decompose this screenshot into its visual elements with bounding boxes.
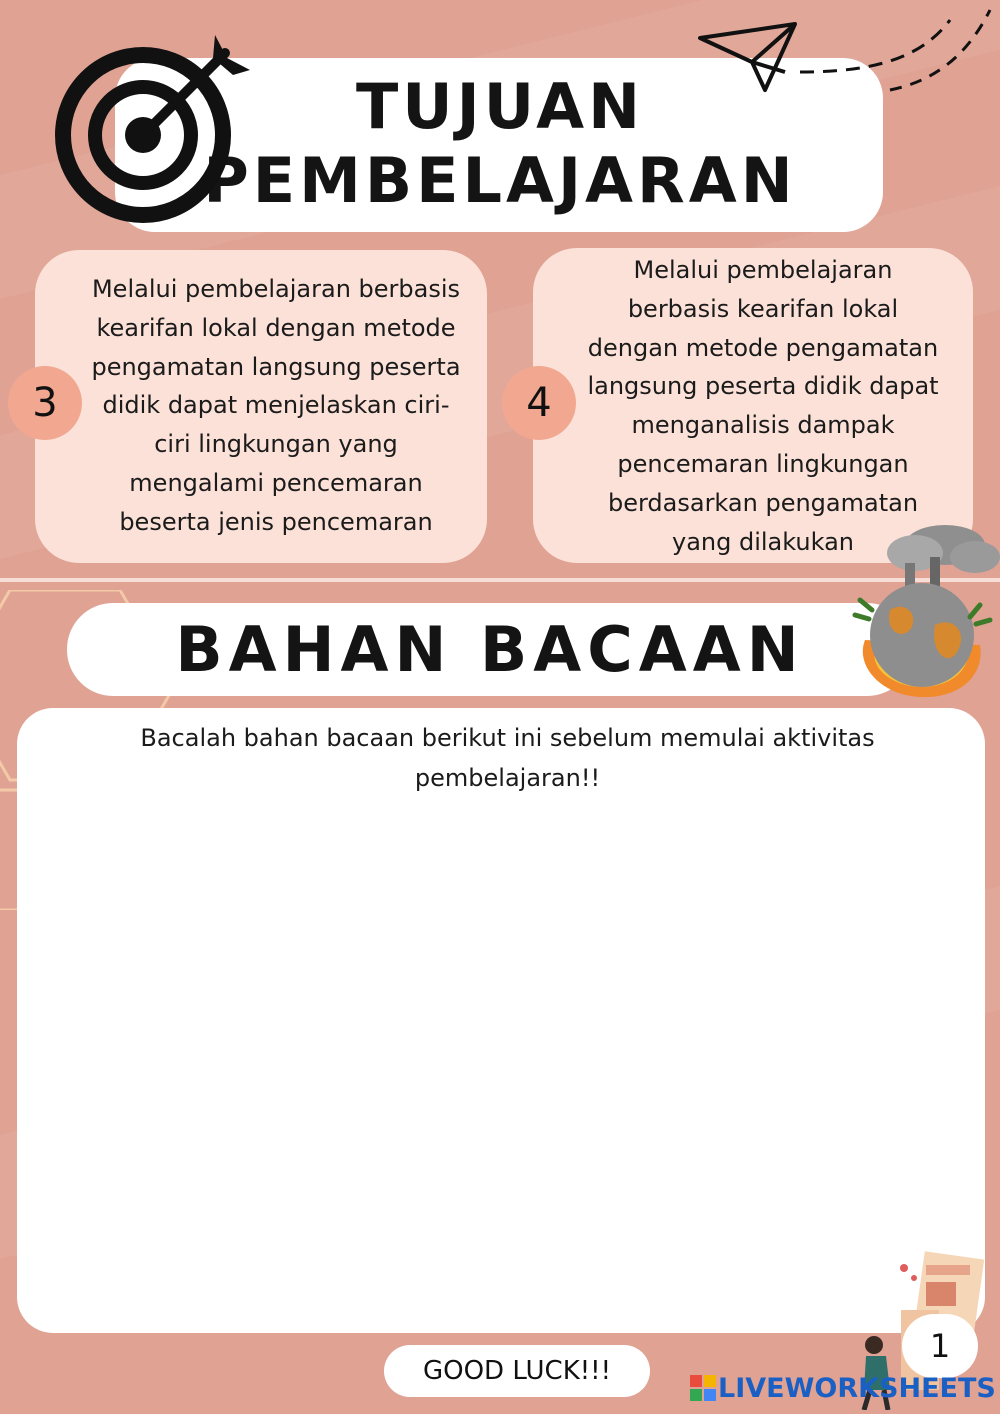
title-line: TUJUAN bbox=[355, 70, 644, 143]
title-line: PEMBELAJARAN bbox=[203, 144, 797, 217]
objective-line: menganalisis dampak bbox=[631, 411, 895, 440]
instruction-line: Bacalah bahan bacaan berikut ini sebelum memulai aktivitas bbox=[140, 724, 875, 752]
objective-line: ciri lingkungan yang bbox=[154, 430, 398, 459]
objective-line: berbasis kearifan lokal bbox=[627, 294, 899, 323]
brand-text: LIVEWORKSHEETS bbox=[718, 1373, 996, 1404]
objective-line: Melalui pembelajaran berbasis bbox=[91, 275, 461, 303]
objective-number-badge: 3 bbox=[8, 366, 82, 440]
objective-line: dengan metode pengamatan bbox=[587, 333, 939, 362]
good-luck-label: GOOD LUCK!!! bbox=[384, 1345, 650, 1397]
objective-line: pengamatan langsung peserta bbox=[91, 352, 461, 381]
paper-plane-icon bbox=[690, 0, 1000, 110]
target-icon bbox=[55, 30, 255, 230]
polluted-earth-icon bbox=[850, 515, 1000, 700]
objective-line: pencemaran lingkungan bbox=[617, 449, 909, 478]
objective-line: kearifan lokal dengan metode bbox=[96, 313, 456, 342]
objective-line: Melalui pembelajaran bbox=[633, 256, 893, 284]
section-title: BAHAN BACAAN bbox=[175, 613, 805, 686]
reading-instruction bbox=[100, 718, 915, 798]
objective-line: mengalami pencemaran bbox=[129, 468, 423, 497]
liveworksheets-brand[interactable] bbox=[690, 1371, 996, 1407]
page-number: 1 bbox=[902, 1314, 978, 1378]
objective-card-3 bbox=[35, 250, 487, 563]
instruction-line: pembelajaran!! bbox=[414, 764, 601, 792]
liveworksheets-logo-icon bbox=[690, 1375, 716, 1401]
objective-line: didik dapat menjelaskan ciri- bbox=[102, 391, 450, 420]
objective-line: yang dilakukan bbox=[671, 527, 855, 556]
objective-line: langsung peserta didik dapat bbox=[587, 372, 939, 401]
objective-number-badge: 4 bbox=[502, 366, 576, 440]
reading-content-area bbox=[17, 708, 985, 1333]
objective-text bbox=[75, 270, 477, 542]
objective-line: beserta jenis pencemaran bbox=[119, 507, 433, 536]
objective-line: berdasarkan pengamatan bbox=[607, 488, 919, 517]
